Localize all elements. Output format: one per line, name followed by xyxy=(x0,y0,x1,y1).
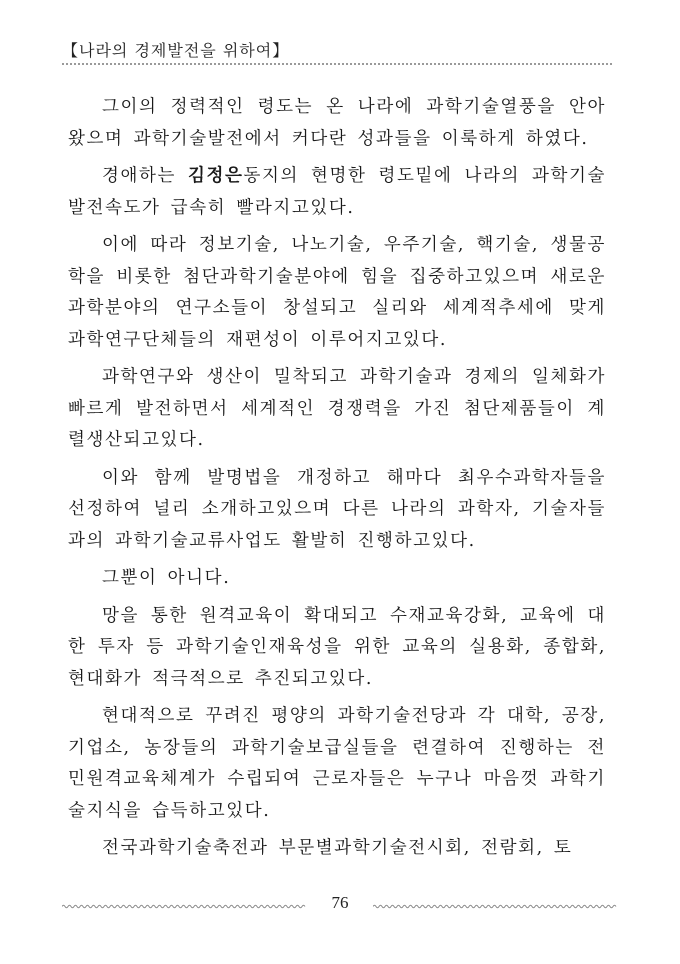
page-footer xyxy=(62,893,618,915)
paragraph-1: 그이의 정력적인 령도는 온 나라에 과학기술열풍을 안아왔으며 과학기술발전에서 커다란 성과들을 이룩하게 하였다. xyxy=(68,97,606,149)
paragraph-6: 그뿐이 아니다. xyxy=(102,568,231,588)
header-divider xyxy=(62,63,612,65)
paragraph-5: 이와 함께 발명법을 개정하고 해마다 최우수과학자들을 선정하여 널리 소개하고있으며 다른 나라의 과학자, 기술자들과의 과학기술교류사업도 활발히 진행하고있다. xyxy=(68,467,606,551)
running-header: 【나라의 경제발전을 위하여】 xyxy=(62,41,290,60)
paragraph-8: 현대적으로 꾸려진 평양의 과학기술전당과 각 대학, 공장, 기업소, 농장들의 과학기술보급실들을 련결하여 진행하는 전민원격교육체계가 수립되여 근로자들은 누구나 마음껏 과학기술지식을 습득하고있다. xyxy=(68,706,606,821)
paragraph-9: 전국과학기술축전과 부문별과학기술전시회, 전람회, 토 xyxy=(102,838,573,858)
page-body xyxy=(68,92,606,871)
footer-ornament-right xyxy=(373,904,618,909)
paragraph-4: 과학연구와 생산이 밀착되고 과학기술과 경제의 일체화가 빠르게 발전하면서 세계적인 경쟁력을 가진 첨단제품들이 계렬생산되고있다. xyxy=(68,367,606,450)
paragraph-2 xyxy=(68,161,606,224)
paragraph-2-lead: 경애하는 xyxy=(102,166,188,186)
leader-name: 김정은 xyxy=(188,166,244,186)
paragraph-7: 망을 통한 원격교육이 확대되고 수재교육강화, 교육에 대한 투자 등 과학기술인재육성을 위한 교육의 실용화, 종합화, 현대화가 적극적으로 추진되고있다. xyxy=(68,605,606,689)
paragraph-2-rest: 동지의 현명한 령도밑에 나라의 과학기술발전속도가 급속히 빨라지고있다. xyxy=(68,166,606,218)
page-number: 76 xyxy=(331,893,349,912)
paragraph-3: 이에 따라 정보기술, 나노기술, 우주기술, 핵기술, 생물공학을 비롯한 첨단과학기술분야에 힘을 집중하고있으며 새로운 과학분야의 연구소들이 창설되고 실리와 세계적추세에 맞게 과학연구단체들의 재편성이 이루어지고있다. xyxy=(68,235,606,350)
